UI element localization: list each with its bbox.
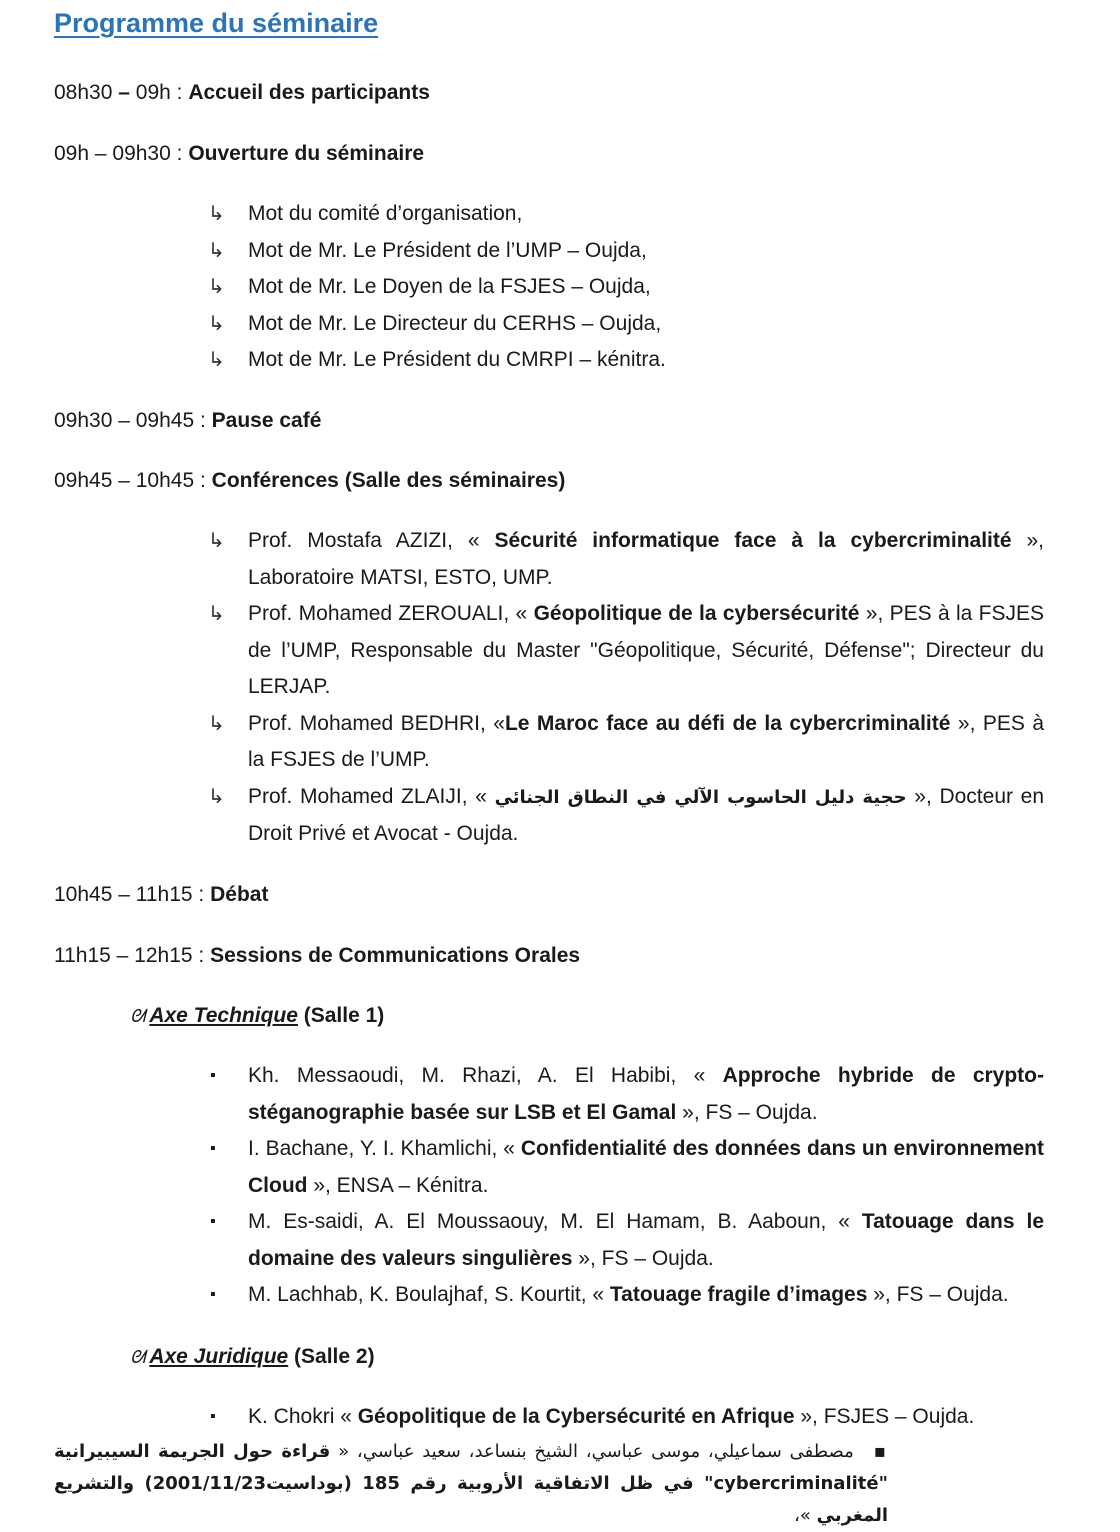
item-affiliation: », Docteur en Droit Privé et Avocat - Oujda. [248,784,1045,845]
slot-label: Conférences (Salle des séminaires) [211,469,566,492]
item-title: Tatouage dans le domaine des valeurs singulières [248,1210,1044,1270]
separator: : [170,142,189,165]
ouverture-list [208,196,1044,379]
list-item [208,196,1044,233]
list-item [210,1058,1044,1131]
slot-label: Sessions de Communications Orales [210,944,581,967]
arrow-icon: ↳ [208,276,225,298]
item-text: Mot de Mr. Le Doyen de la FSJES – Oujda, [248,275,651,298]
arrow-icon: ↳ [208,603,225,625]
slot-time: 09h – 09h30 [54,142,171,165]
slot-label: Ouverture du séminaire [188,142,425,165]
list-item [210,1131,1045,1204]
item-title: Géopolitique de la cybersécurité [533,602,860,625]
page-title: Programme du séminaire [54,8,379,38]
axe-room: (Salle 2) [288,1345,375,1368]
bullet-icon: ▪ [873,1441,888,1462]
item-affiliation: », ENSA – Kénitra. [307,1173,489,1197]
bullet-icon: ▪ [210,1140,216,1157]
axe-name: Axe Technique [149,1004,298,1027]
slot-label: Débat [210,883,269,906]
technique-list [210,1058,1045,1314]
time-end: 09h [135,81,171,104]
slot-time: 10h45 – 11h15 [54,883,193,906]
item-affiliation: », FS – Oujda. [676,1100,818,1124]
item-author: K. Chokri « [248,1405,358,1428]
list-item [208,706,1045,779]
schedule-pause [54,406,321,436]
item-text: Mot de Mr. Le Président de l’UMP – Oujda, [248,238,647,262]
axe-mark-icon: ᘛ [130,1347,146,1367]
item-author: Prof. Mohamed BEDHRI, « [248,711,505,735]
schedule-sessions [54,941,580,971]
slot-label: Pause café [211,409,322,432]
item-text: Mot de Mr. Le Président du CMRPI – kénitra. [248,348,666,371]
arrow-icon: ↳ [208,712,225,735]
item-title: Confidentialité des données dans un environnement Cloud [248,1137,1045,1197]
item-author: Kh. Messaoudi, M. Rhazi, A. El Habibi, « [248,1064,723,1087]
bullet-icon: ▪ [210,1286,216,1303]
item-author: I. Bachane, Y. I. Khamlichi, « [248,1137,521,1160]
time-dash: – [112,81,136,104]
item-title: Le Maroc face au défi de la cybercriminalité [504,711,951,735]
item-author: M. Lachhab, K. Boulajhaf, S. Kourtit, « [248,1283,610,1306]
arrow-icon: ↳ [208,530,225,552]
axe-name: Axe Juridique [149,1345,289,1368]
arabic-list-item [54,1436,888,1532]
item-affiliation: », FS – Oujda. [572,1246,714,1270]
list-item [208,523,1044,596]
separator: : [194,409,212,432]
item-text: Mot de Mr. Le Directeur du CERHS – Oujda, [248,311,662,335]
axe-room: (Salle 1) [297,1004,385,1027]
separator: : [194,469,212,492]
list-item [210,1399,1044,1436]
item-title: Sécurité informatique face à la cybercriminalité [494,529,1012,552]
item-title: Géopolitique de la Cybersécurité en Afrique [357,1405,795,1428]
axe-mark-icon: ᘛ [130,1006,146,1026]
arrow-icon: ↳ [208,239,225,262]
list-item [208,233,1044,270]
item-author: M. Es-saidi, A. El Moussaouy, M. El Hamam, B. Aaboun, « [248,1210,862,1233]
conferences-list [208,523,1045,853]
slot-time: 09h30 – 09h45 [54,409,195,432]
item-affiliation: », Laboratoire MATSI, ESTO, UMP. [248,529,1044,589]
list-item [208,596,1044,706]
list-item [210,1204,1044,1277]
arrow-icon: ↳ [208,349,225,371]
item-text: Mot du comité d’organisation, [248,202,523,225]
bullet-icon: ▪ [210,1067,216,1084]
axe-technique-heading [130,1001,384,1031]
item-affiliation: », FS – Oujda. [867,1283,1009,1306]
item-author: مصطفى سماعيلي، موسى عباسي، الشيخ بنساعد، سعيد عباسي، « [330,1441,854,1462]
schedule-ouverture [54,139,424,169]
item-author: Prof. Mostafa AZIZI, « [248,529,495,552]
arrow-icon: ↳ [208,203,225,225]
item-affiliation: »، [794,1505,817,1526]
bullet-icon: ▪ [210,1408,216,1425]
slot-time: 09h45 – 10h45 [54,469,195,492]
slot-time: 11h15 – 12h15 [54,944,193,967]
list-item [208,779,1045,853]
item-affiliation: », PES à la FSJES de l’UMP. [248,711,1045,771]
bullet-icon: ▪ [210,1213,216,1230]
item-title: قراءة حول الجريمة السيبيرانية "cybercriminalité" في ظل الاتفاقية الأروبية رقم 185 (بوداسيت2001/11/23) والتشريع المغربي [54,1441,888,1526]
item-title: Approche hybride de crypto-stéganographie basée sur LSB et El Gamal [248,1064,1044,1124]
time-start: 08h30 [54,81,113,104]
list-item [208,342,1044,379]
item-author: Prof. Mohamed ZEROUALI, « [248,602,534,625]
slot-label: Accueil des participants [188,81,430,104]
item-affiliation: », PES à la FSJES de l’UMP, Responsable du Master "Géopolitique, Sécurité, Défense"; Directeur du LERJAP. [248,602,1044,698]
separator: : [192,944,211,967]
list-item [208,269,1044,306]
schedule-debat [54,880,268,910]
separator: : [192,883,211,906]
schedule-conferences [54,466,565,496]
item-author: Prof. Mohamed ZLAIJI, « [248,784,495,808]
schedule-accueil [54,78,430,108]
list-item [210,1277,1044,1314]
list-item [208,306,1044,343]
juridique-list [210,1399,1044,1436]
arrow-icon: ↳ [208,785,225,808]
item-affiliation: », FSJES – Oujda. [794,1405,975,1428]
separator: : [170,81,189,104]
arrow-icon: ↳ [208,312,225,335]
item-title: حجية دليل الحاسوب الآلي في النطاق الجنائي [494,786,907,808]
item-title: Tatouage fragile d’images [609,1283,868,1306]
axe-juridique-heading [130,1342,375,1372]
